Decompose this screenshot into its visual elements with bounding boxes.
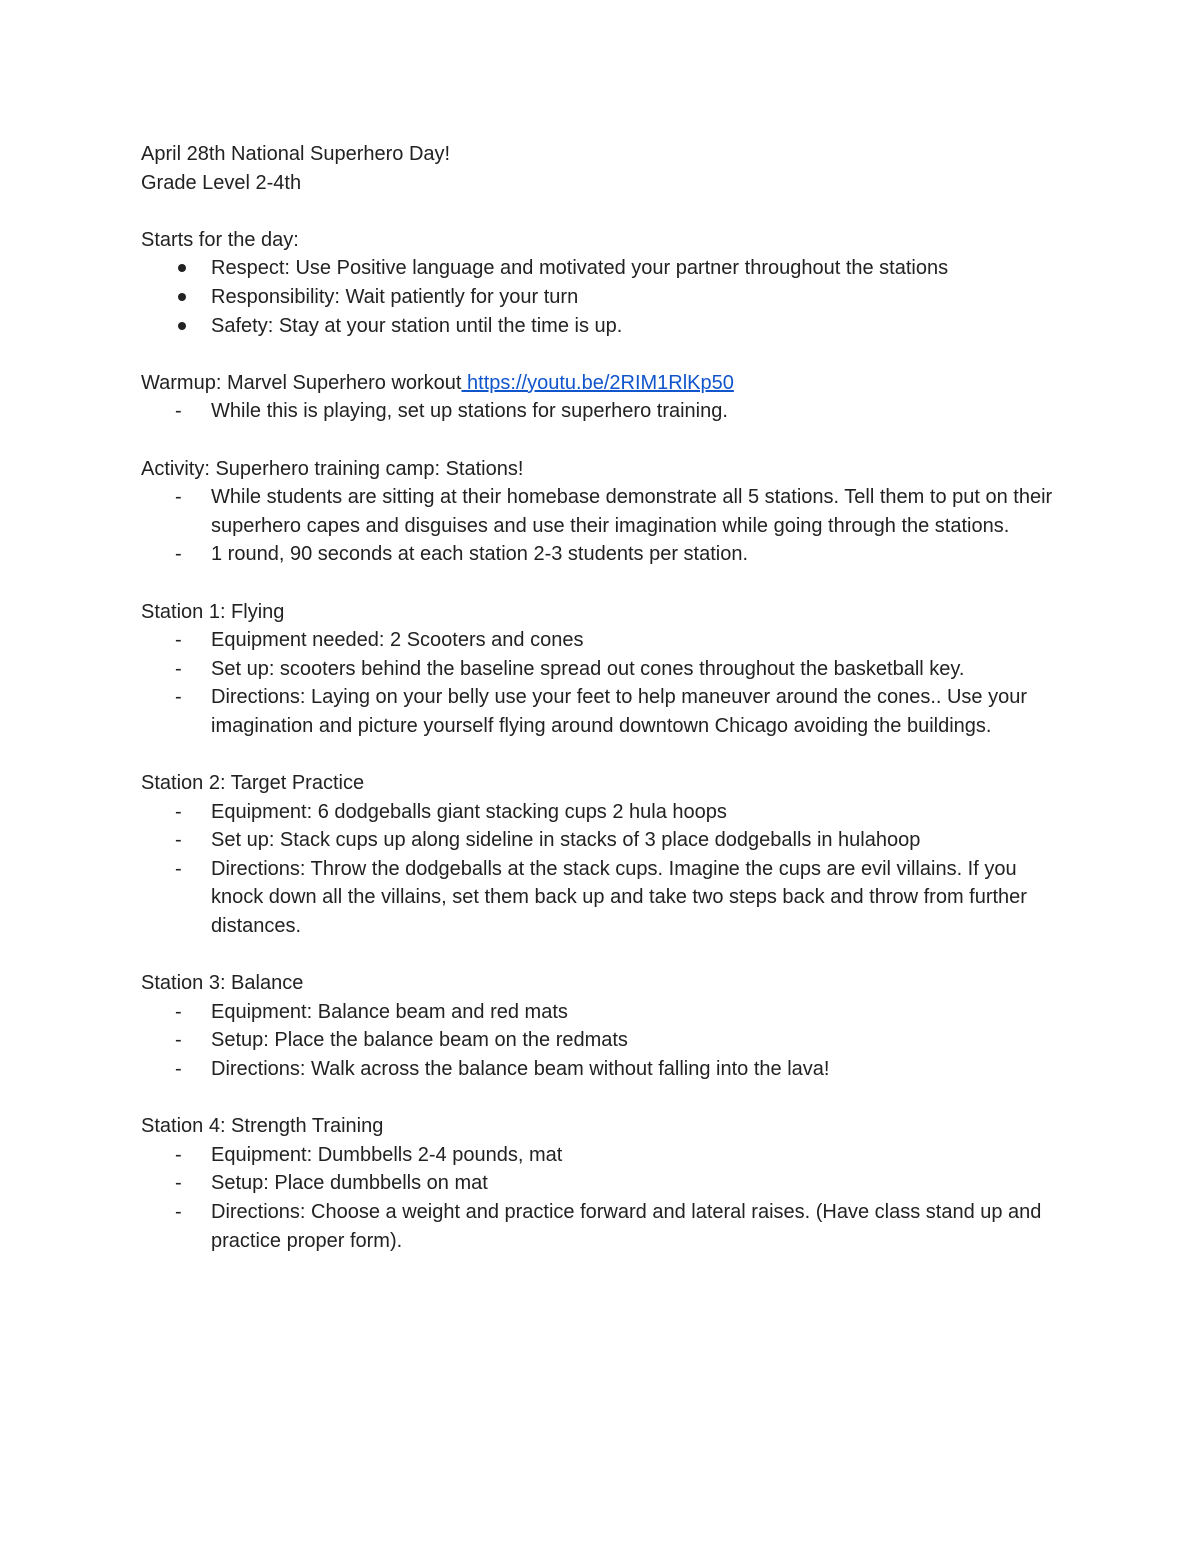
dash-marker: - bbox=[175, 486, 182, 509]
activity-heading: Activity: Superhero training camp: Stations! bbox=[141, 457, 524, 480]
spacer bbox=[141, 426, 1061, 455]
grade-level: Grade Level 2-4th bbox=[141, 171, 302, 194]
station-1-heading: Station 1: Flying bbox=[141, 600, 285, 623]
list-item bbox=[141, 283, 1061, 312]
activity-list bbox=[141, 483, 1061, 569]
list-item-text: While this is playing, set up stations for superhero training. bbox=[211, 400, 728, 423]
list-item-text: Equipment: Dumbbells 2-4 pounds, mat bbox=[211, 1143, 563, 1166]
station-3-list bbox=[141, 998, 1061, 1084]
warmup-video-link[interactable]: https://youtu.be/2RIM1RlKp50 bbox=[461, 371, 734, 394]
dash-marker: - bbox=[175, 1143, 182, 1166]
list-item-text: Directions: Walk across the balance beam without falling into the lava! bbox=[211, 1058, 830, 1080]
list-item-text: 1 round, 90 seconds at each station 2-3 students per station. bbox=[211, 543, 749, 566]
list-item bbox=[141, 1141, 1061, 1170]
list-item-text: Setup: Place the balance beam on the redmats bbox=[211, 1029, 628, 1052]
list-item-text: Respect: Use Positive language and motivated your partner throughout the stations bbox=[211, 257, 949, 280]
spacer bbox=[141, 340, 1061, 369]
list-item bbox=[141, 855, 1061, 941]
dash-marker: - bbox=[175, 1029, 182, 1052]
dash-marker: - bbox=[175, 1000, 182, 1023]
dash-marker: - bbox=[175, 1172, 182, 1195]
list-item-text: Setup: Place dumbbells on mat bbox=[211, 1172, 488, 1195]
list-item bbox=[141, 312, 1061, 341]
list-item bbox=[141, 798, 1061, 827]
list-item bbox=[141, 1198, 1061, 1255]
dash-marker: - bbox=[175, 629, 182, 652]
list-item bbox=[141, 655, 1061, 684]
list-item-text: Equipment: Balance beam and red mats bbox=[211, 1000, 568, 1023]
spacer bbox=[141, 569, 1061, 598]
station-3-heading: Station 3: Balance bbox=[141, 972, 304, 995]
list-item bbox=[141, 683, 1061, 740]
station-4-heading: Station 4: Strength Training bbox=[141, 1115, 384, 1138]
list-item bbox=[141, 1055, 1061, 1084]
bullet-icon bbox=[178, 264, 186, 272]
station-2-heading: Station 2: Target Practice bbox=[141, 772, 365, 795]
list-item-text: Directions: Throw the dodgeballs at the stack cups. Imagine the cups are evil villains. If you knock down all the villains, set them back up and take two steps back and throw from further distances. bbox=[211, 857, 1027, 938]
dash-marker: - bbox=[175, 657, 182, 680]
list-item-text: While students are sitting at their homebase demonstrate all 5 stations. Tell them to put on their superhero capes and disguises and use their imagination while going through the stations. bbox=[211, 486, 1053, 537]
list-item-text: Responsibility: Wait patiently for your turn bbox=[211, 285, 579, 308]
dash-marker: - bbox=[175, 857, 182, 880]
dash-marker: - bbox=[175, 829, 182, 852]
list-item bbox=[141, 254, 1061, 283]
starts-heading: Starts for the day: bbox=[141, 228, 299, 251]
list-item bbox=[141, 483, 1061, 540]
spacer bbox=[141, 740, 1061, 769]
station-4-list bbox=[141, 1141, 1061, 1255]
list-item-text: Safety: Stay at your station until the time is up. bbox=[211, 314, 623, 337]
document-page bbox=[141, 140, 1061, 1255]
list-item bbox=[141, 397, 1061, 426]
list-item bbox=[141, 1026, 1061, 1055]
list-item bbox=[141, 998, 1061, 1027]
bullet-icon bbox=[178, 322, 186, 330]
list-item bbox=[141, 626, 1061, 655]
list-item-text: Equipment: 6 dodgeballs giant stacking cups 2 hula hoops bbox=[211, 800, 727, 823]
bullet-icon bbox=[178, 293, 186, 301]
dash-marker: - bbox=[175, 543, 182, 566]
list-item-text: Set up: scooters behind the baseline spread out cones throughout the basketball key. bbox=[211, 657, 965, 680]
list-item-text: Equipment needed: 2 Scooters and cones bbox=[211, 629, 584, 652]
spacer bbox=[141, 941, 1061, 970]
list-item bbox=[141, 1169, 1061, 1198]
warmup-list bbox=[141, 397, 1061, 426]
dash-marker: - bbox=[175, 1200, 182, 1223]
list-item bbox=[141, 826, 1061, 855]
station-1-list bbox=[141, 626, 1061, 740]
dash-marker: - bbox=[175, 686, 182, 709]
starts-list bbox=[141, 254, 1061, 340]
warmup-label: Warmup: Marvel Superhero workout bbox=[141, 371, 462, 394]
list-item bbox=[141, 540, 1061, 569]
dash-marker: - bbox=[175, 800, 182, 823]
list-item-text: Directions: Laying on your belly use your feet to help maneuver around the cones.. Use your imagination and picture yourself flying around downtown Chicago avoiding the buildings. bbox=[211, 686, 1028, 737]
station-2-list bbox=[141, 798, 1061, 941]
spacer bbox=[141, 1084, 1061, 1113]
list-item-text: Directions: Choose a weight and practice forward and lateral raises. (Have class stand up and practice proper form). bbox=[211, 1200, 1042, 1252]
list-item-text: Set up: Stack cups up along sideline in stacks of 3 place dodgeballs in hulahoop bbox=[211, 829, 921, 852]
spacer bbox=[141, 197, 1061, 226]
dash-marker: - bbox=[175, 400, 182, 423]
warmup-line bbox=[141, 369, 1061, 398]
dash-marker: - bbox=[175, 1058, 182, 1080]
document-title: April 28th National Superhero Day! bbox=[141, 143, 451, 165]
